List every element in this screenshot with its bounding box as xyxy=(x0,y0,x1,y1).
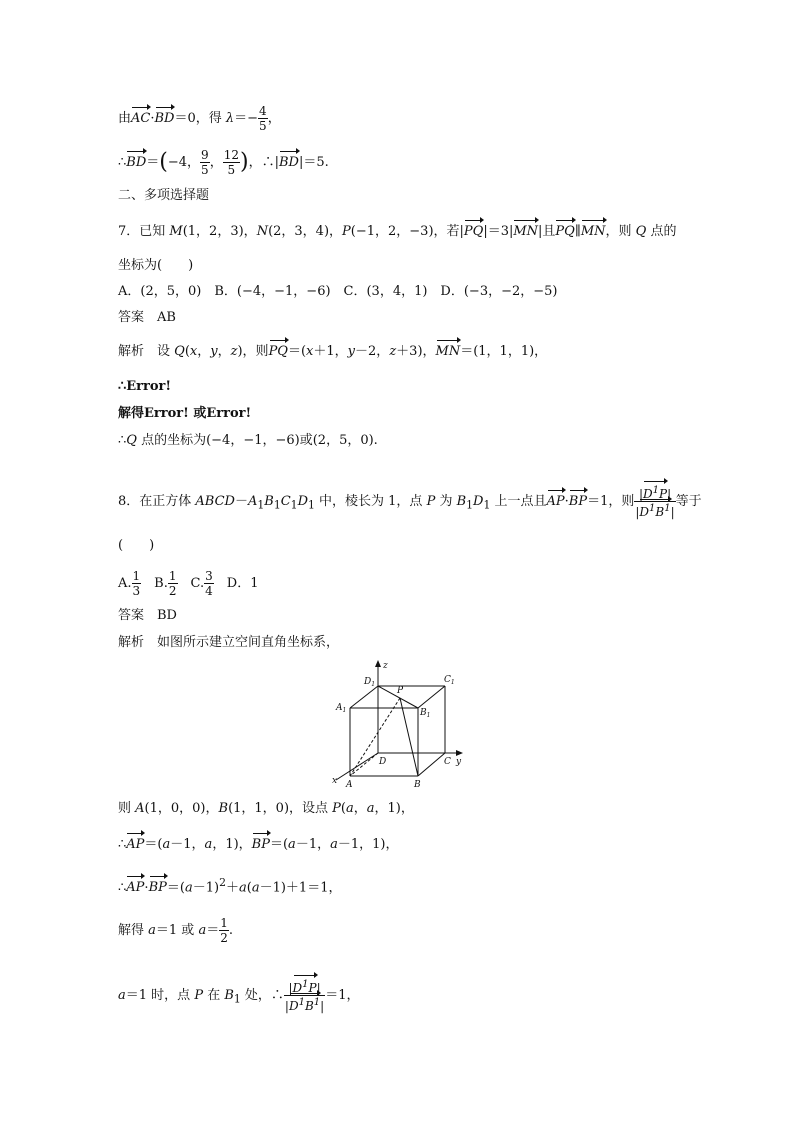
label-C1: $C_1$ xyxy=(444,675,455,686)
label-P: P xyxy=(397,686,404,696)
section-title: 二、多项选择题 xyxy=(118,188,210,203)
y-axis-arrow xyxy=(456,750,463,756)
label-B1: $B_1$ xyxy=(420,708,431,719)
error-line-2: 解得Error! 或Error! xyxy=(118,406,252,421)
line-2: ∴BD＝(−4， $\frac{9}{5}$ ， $\frac{12}{5}$ )，∴|BD|＝5. xyxy=(118,148,329,177)
coord-line-2: ∴AP＝(a－1，a，1)，BP＝(a－1，a－1，1)， xyxy=(118,837,399,852)
error-line-1: ∴Error! xyxy=(118,379,172,394)
question-8-answer: 答案 BD xyxy=(118,608,177,623)
label-A1: $A_1$ xyxy=(336,703,347,714)
question-7-cont: 坐标为( ) xyxy=(118,258,194,273)
line-1: 由AC·BD＝0，得 λ＝− $\frac{4}{5}$ ， xyxy=(118,104,281,133)
coord-line-3: $\therefore AP\cdot BP=(a-1)^2+a(a-1)+1=1$， xyxy=(118,876,342,896)
label-z: z xyxy=(383,661,388,671)
question-7: 7．已知 M(1，2，3)，N(2，3，4)，P(−1，2，−3)，若|PQ|＝3|MN|且PQ∥MN，则 Q 点的 xyxy=(118,224,677,239)
label-B: B xyxy=(414,780,421,790)
question-7-options: A．(2，5，0) B．(−4，−1，−6) C．(3，4，1) D．(−3，−2，−5) xyxy=(118,284,558,299)
question-8-solution: 解析 如图所示建立空间直角坐标系， xyxy=(118,635,340,650)
question-7-conclusion: ∴Q 点的坐标为(−4，−1，−6)或(2，5，0). xyxy=(118,433,378,448)
coord-line-1: 则 A(1，0，0)，B(1，1，0)，设点 P(a，a，1)， xyxy=(118,801,414,816)
label-A: A xyxy=(346,780,353,790)
question-8-options: A. $\frac{1}{3}$ B. $\frac{1}{2}$ C. $\frac{3}{4}$ D．1 xyxy=(118,569,259,598)
question-7-answer: 答案 AB xyxy=(118,310,176,325)
question-7-solution: 解析 设 Q(x，y，z)，则PQ＝(x＋1，y－2，z＋3)，MN＝(1，1，1)， xyxy=(118,344,548,359)
label-D1: $D_1$ xyxy=(364,677,376,688)
label-y: y xyxy=(456,757,462,767)
coord-line-4: 解得 a＝1 或 a＝ $\frac{1}{2}$ . xyxy=(118,916,234,945)
question-8-cont: ( ) xyxy=(118,538,155,553)
coord-line-5: a＝1 时，点 P 在 $B_1$ 处，∴ $\frac{|D^1P|}{|D^1B^1|}$ ＝1， xyxy=(118,979,360,1013)
label-D: D xyxy=(379,757,387,767)
cube-figure xyxy=(332,658,467,790)
label-C: C xyxy=(444,757,451,767)
question-8: 8．在正方体 $ABCD-A_1B_1C_1D_1$ 中，棱长为 1，点 P 为 $B_1D_1$ 上一点且AP·BP＝1，则 $\frac{|D^1P|}{|D^1B^1|}$ 等于 xyxy=(118,485,702,519)
label-x: x xyxy=(332,776,338,786)
